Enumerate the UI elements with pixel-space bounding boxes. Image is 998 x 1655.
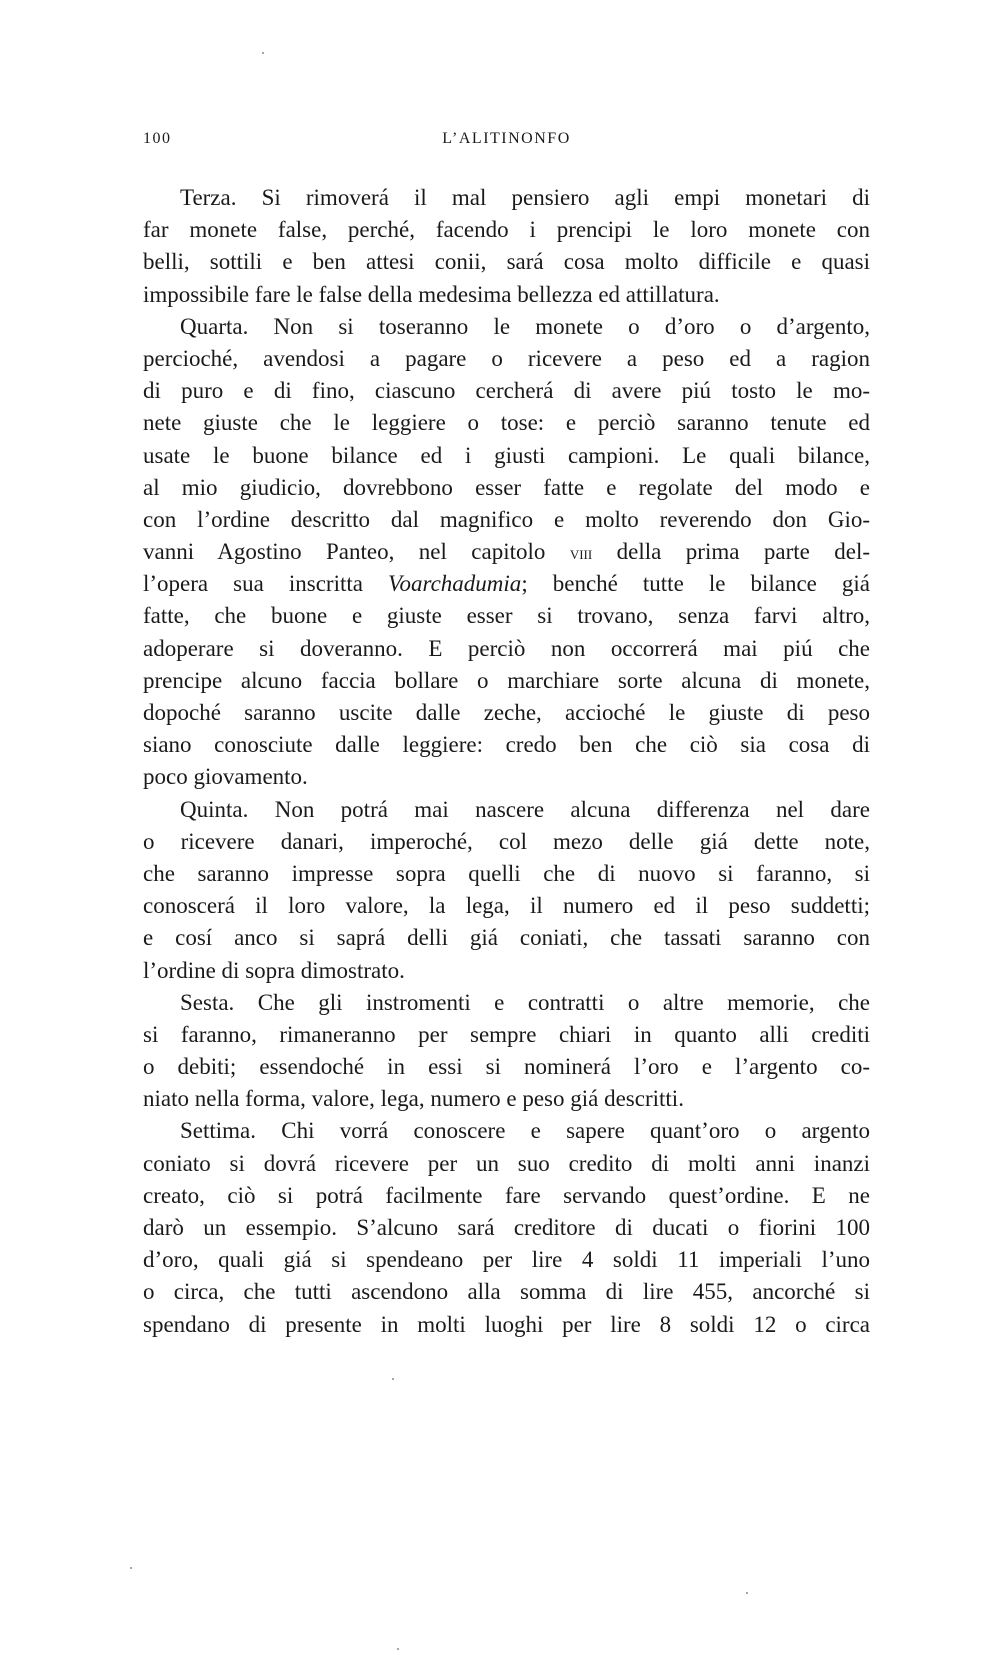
text-line <box>143 761 870 793</box>
text-line <box>143 182 870 214</box>
line-text: siano conosciute dalle leggiere: credo ben che ciò sia cosa di <box>143 732 870 758</box>
line-text: belli, sottili e ben attesi conii, sará cosa molto difficile e quasi <box>143 249 870 275</box>
line-text: o ricevere danari, imperoché, col mezo delle giá dette note, <box>143 828 870 854</box>
line-text: poco giovamento. <box>143 764 308 790</box>
text-line <box>143 697 870 729</box>
line-text: al mio giudicio, dovrebbono esser fatte e regolate del modo e <box>143 474 870 500</box>
body-text <box>143 182 870 1341</box>
line-text: e cosí anco si saprá delli giá coniati, che tassati saranno con <box>143 925 870 951</box>
roman-numeral: viii <box>569 543 593 565</box>
text-line <box>143 214 870 246</box>
line-text: l’ordine di sopra dimostrato. <box>143 957 405 983</box>
running-head <box>143 130 870 154</box>
scan-speck <box>262 52 264 54</box>
text-line <box>143 665 870 697</box>
line-text: di puro e di fino, ciascuno cercherá di avere piú tosto le mo- <box>143 378 870 404</box>
line-text: percioché, avendosi a pagare o ricevere a peso ed a ragion <box>143 345 870 371</box>
line-text: conoscerá il loro valore, la lega, il numero ed il peso suddetti; <box>143 893 870 919</box>
text-line <box>143 1115 870 1147</box>
text-line <box>143 343 870 375</box>
text-line <box>143 1051 870 1083</box>
scan-speck <box>392 1378 394 1380</box>
line-text: nete giuste che le leggiere o tose: e perciò saranno tenute ed <box>143 410 870 436</box>
line-text: o debiti; essendoché in essi si nominerá l’oro e l’argento co- <box>143 1054 870 1080</box>
text-line <box>143 1148 870 1180</box>
text-line <box>143 279 870 311</box>
scan-speck <box>397 1648 399 1650</box>
line-text: o circa, che tutti ascendono alla somma di lire 455, ancorché si <box>143 1279 870 1305</box>
line-text: Terza. Si rimoverá il mal pensiero agli empi monetari di <box>180 185 870 210</box>
line-text: impossibile fare le false della medesima bellezza ed attillatura. <box>143 281 720 307</box>
line-text: far monete false, perché, facendo i prencipi le loro monete con <box>143 217 870 243</box>
text-line <box>143 1083 870 1115</box>
line-text: Quinta. Non potrá mai nascere alcuna differenza nel dare <box>180 796 870 822</box>
line-text: che saranno impresse sopra quelli che di nuovo si faranno, si <box>143 860 870 886</box>
line-text: spendano di presente in molti luoghi per lire 8 soldi 12 o circa <box>143 1311 870 1337</box>
text-line <box>143 794 870 826</box>
line-text: vanni Agostino Panteo, nel capitolo <box>143 539 546 565</box>
line-text: Settima. Chi vorrá conoscere e sapere quant’oro o argento <box>180 1118 870 1144</box>
line-text: Quarta. Non si toseranno le monete o d’oro o d’argento, <box>180 313 870 339</box>
page-number: 100 <box>143 130 172 147</box>
text-line <box>143 922 870 954</box>
line-text: d’oro, quali giá si spendeano per lire 4 soldi 11 imperiali l’uno <box>143 1247 870 1273</box>
text-line <box>143 633 870 665</box>
text-line <box>143 311 870 343</box>
text-line <box>143 858 870 890</box>
line-text: prencipe alcuno faccia bollare o marchiare sorte alcuna di monete, <box>143 667 870 693</box>
line-text: Sesta. Che gli instromenti e contratti o altre memorie, che <box>180 989 870 1015</box>
text-line <box>143 1244 870 1276</box>
line-text: usate le buone bilance ed i giusti campioni. Le quali bilance, <box>143 442 870 468</box>
text-line <box>143 826 870 858</box>
text-line <box>143 375 870 407</box>
text-line <box>143 1180 870 1212</box>
text-line <box>143 472 870 504</box>
text-line <box>143 600 870 632</box>
text-line <box>143 568 870 600</box>
text-line <box>143 536 870 568</box>
book-title-italic: Voarchadumia <box>388 571 522 597</box>
line-text: si faranno, rimaneranno per sempre chiari in quanto alli crediti <box>143 1021 870 1047</box>
text-line <box>143 729 870 761</box>
line-text: fatte, che buone e giuste esser si trovano, senza farvi altro, <box>143 603 870 629</box>
text-line <box>143 890 870 922</box>
line-text: creato, ciò si potrá facilmente fare servando quest’ordine. E ne <box>143 1182 870 1208</box>
text-line <box>143 987 870 1019</box>
scan-speck <box>746 1592 748 1594</box>
text-line <box>143 1276 870 1308</box>
line-text: adoperare si doveranno. E perciò non occorrerá mai piú che <box>143 635 870 661</box>
text-line <box>143 1019 870 1051</box>
line-text: con l’ordine descritto dal magnifico e molto reverendo don Gio- <box>143 506 870 532</box>
text-line <box>143 1309 870 1341</box>
text-line <box>143 1212 870 1244</box>
line-text: l’opera sua inscritta <box>143 571 363 597</box>
line-text-continued: ; benché tutte le bilance giá <box>521 571 871 597</box>
line-text-continued: della prima parte del- <box>616 539 871 565</box>
text-line <box>143 407 870 439</box>
scan-speck <box>130 1567 132 1569</box>
text-line <box>143 246 870 278</box>
running-title: L’ALITINONFO <box>442 130 571 147</box>
text-line <box>143 504 870 536</box>
line-text: niato nella forma, valore, lega, numero e peso giá descritti. <box>143 1086 684 1112</box>
line-text: dopoché saranno uscite dalle zeche, accioché le giuste di peso <box>143 700 870 725</box>
line-text: coniato si dovrá ricevere per un suo credito di molti anni inanzi <box>143 1150 870 1176</box>
text-line <box>143 440 870 472</box>
text-line <box>143 955 870 987</box>
line-text: darò un essempio. S’alcuno sará creditore di ducati o fiorini 100 <box>143 1215 870 1240</box>
